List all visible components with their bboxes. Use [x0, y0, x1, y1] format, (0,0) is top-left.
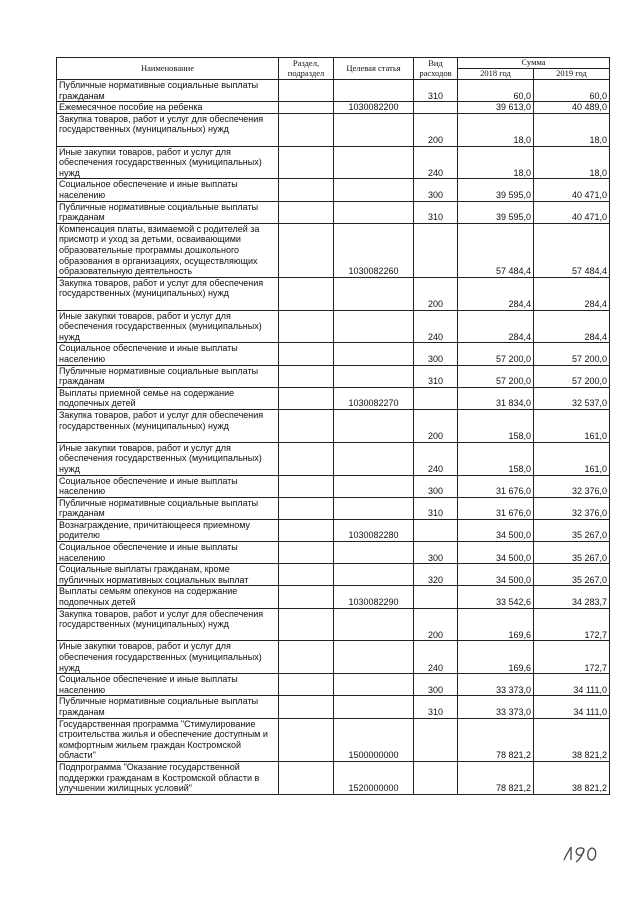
table-row [57, 608, 610, 641]
row-target-code-cell: 1030082200 [334, 102, 414, 114]
row-name-cell: Иные закупки товаров, работ и услуг для обеспечения государственных (муниципальных) нужд [57, 442, 279, 475]
table-row [57, 343, 610, 365]
row-name-cell: Ежемесячное пособие на ребенка [57, 102, 279, 114]
table-row [57, 387, 610, 409]
table-row [57, 519, 610, 541]
row-section-cell [279, 696, 334, 718]
row-name-cell: Государственная программа "Стимулирование строительства жилья и обеспечение доступным и комфортным жильем граждан Костромской области" [57, 718, 279, 761]
row-target-code-cell: 1500000000 [334, 718, 414, 761]
row-section-cell [279, 387, 334, 409]
row-target-code-cell [334, 674, 414, 696]
table-body [57, 80, 610, 795]
row-sum-2018-cell: 57 200,0 [458, 343, 534, 365]
table-row [57, 564, 610, 586]
row-name-cell: Закупка товаров, работ и услуг для обеспечения государственных (муниципальных) нужд [57, 608, 279, 641]
row-section-cell [279, 674, 334, 696]
row-name-cell: Выплаты приемной семье на содержание подопечных детей [57, 387, 279, 409]
row-expense-kind-cell: 200 [414, 113, 458, 146]
row-expense-kind-cell: 310 [414, 696, 458, 718]
row-sum-2018-cell: 57 484,4 [458, 223, 534, 277]
table-row [57, 102, 610, 114]
row-target-code-cell: 1030082260 [334, 223, 414, 277]
row-sum-2018-cell: 284,4 [458, 310, 534, 343]
row-sum-2019-cell: 18,0 [534, 113, 610, 146]
header-year-2019: 2019 год [534, 69, 610, 80]
row-target-code-cell [334, 696, 414, 718]
table-row [57, 146, 610, 179]
table-row [57, 475, 610, 497]
row-sum-2018-cell: 169,6 [458, 641, 534, 674]
header-name: Наименование [57, 58, 279, 80]
row-section-cell [279, 102, 334, 114]
row-expense-kind-cell: 300 [414, 674, 458, 696]
row-sum-2018-cell: 169,6 [458, 608, 534, 641]
row-sum-2018-cell: 31 676,0 [458, 475, 534, 497]
row-name-cell: Социальное обеспечение и иные выплаты населению [57, 542, 279, 564]
row-section-cell [279, 80, 334, 102]
row-section-cell [279, 442, 334, 475]
row-expense-kind-cell: 240 [414, 641, 458, 674]
row-sum-2019-cell: 38 821,2 [534, 761, 610, 794]
row-sum-2019-cell: 57 484,4 [534, 223, 610, 277]
row-target-code-cell [334, 179, 414, 201]
row-section-cell [279, 146, 334, 179]
table-row [57, 113, 610, 146]
row-name-cell: Социальное обеспечение и иные выплаты населению [57, 343, 279, 365]
row-expense-kind-cell: 310 [414, 80, 458, 102]
row-expense-kind-cell: 320 [414, 564, 458, 586]
row-target-code-cell [334, 641, 414, 674]
row-sum-2019-cell: 38 821,2 [534, 718, 610, 761]
row-name-cell: Публичные нормативные социальные выплаты гражданам [57, 80, 279, 102]
row-sum-2019-cell: 34 111,0 [534, 674, 610, 696]
row-section-cell [279, 409, 334, 442]
row-sum-2019-cell: 34 111,0 [534, 696, 610, 718]
row-sum-2018-cell: 39 613,0 [458, 102, 534, 114]
row-sum-2018-cell: 31 834,0 [458, 387, 534, 409]
row-sum-2018-cell: 284,4 [458, 277, 534, 310]
table-row [57, 223, 610, 277]
budget-table [56, 57, 610, 795]
table-row [57, 761, 610, 794]
row-target-code-cell: 1520000000 [334, 761, 414, 794]
row-expense-kind-cell [414, 102, 458, 114]
row-sum-2019-cell: 32 537,0 [534, 387, 610, 409]
row-target-code-cell [334, 475, 414, 497]
row-section-cell [279, 718, 334, 761]
row-sum-2018-cell: 57 200,0 [458, 365, 534, 387]
row-sum-2018-cell: 33 373,0 [458, 674, 534, 696]
table-row [57, 179, 610, 201]
row-expense-kind-cell: 300 [414, 542, 458, 564]
row-name-cell: Закупка товаров, работ и услуг для обеспечения государственных (муниципальных) нужд [57, 113, 279, 146]
row-section-cell [279, 519, 334, 541]
row-sum-2018-cell: 34 500,0 [458, 564, 534, 586]
row-sum-2018-cell: 39 595,0 [458, 179, 534, 201]
table-row [57, 277, 610, 310]
row-sum-2019-cell: 35 267,0 [534, 564, 610, 586]
row-expense-kind-cell: 200 [414, 409, 458, 442]
row-name-cell: Социальное обеспечение и иные выплаты населению [57, 179, 279, 201]
row-sum-2018-cell: 39 595,0 [458, 201, 534, 223]
row-expense-kind-cell: 300 [414, 475, 458, 497]
row-sum-2018-cell: 18,0 [458, 146, 534, 179]
table-row [57, 696, 610, 718]
row-sum-2018-cell: 33 373,0 [458, 696, 534, 718]
row-sum-2018-cell: 158,0 [458, 409, 534, 442]
row-expense-kind-cell: 300 [414, 343, 458, 365]
row-expense-kind-cell [414, 519, 458, 541]
row-section-cell [279, 277, 334, 310]
row-sum-2019-cell: 32 376,0 [534, 475, 610, 497]
row-section-cell [279, 641, 334, 674]
row-target-code-cell [334, 542, 414, 564]
row-section-cell [279, 201, 334, 223]
row-sum-2019-cell: 40 489,0 [534, 102, 610, 114]
header-year-2018: 2018 год [458, 69, 534, 80]
header-section: Раздел, подраздел [279, 58, 334, 80]
row-target-code-cell [334, 442, 414, 475]
row-expense-kind-cell [414, 387, 458, 409]
row-section-cell [279, 113, 334, 146]
row-target-code-cell [334, 310, 414, 343]
row-name-cell: Подпрограмма "Оказание государственной поддержки гражданам в Костромской области в улучшении жилищных условий" [57, 761, 279, 794]
row-sum-2018-cell: 78 821,2 [458, 761, 534, 794]
row-sum-2019-cell: 284,4 [534, 310, 610, 343]
row-sum-2019-cell: 18,0 [534, 146, 610, 179]
row-expense-kind-cell [414, 586, 458, 608]
row-sum-2019-cell: 161,0 [534, 442, 610, 475]
row-target-code-cell [334, 365, 414, 387]
row-section-cell [279, 761, 334, 794]
row-expense-kind-cell: 310 [414, 497, 458, 519]
row-section-cell [279, 223, 334, 277]
row-sum-2019-cell: 32 376,0 [534, 497, 610, 519]
table-row [57, 586, 610, 608]
row-name-cell: Закупка товаров, работ и услуг для обеспечения государственных (муниципальных) нужд [57, 277, 279, 310]
row-sum-2019-cell: 34 283,7 [534, 586, 610, 608]
row-expense-kind-cell [414, 761, 458, 794]
row-section-cell [279, 497, 334, 519]
row-section-cell [279, 586, 334, 608]
row-name-cell: Социальное обеспечение и иные выплаты населению [57, 475, 279, 497]
row-target-code-cell [334, 201, 414, 223]
row-expense-kind-cell: 300 [414, 179, 458, 201]
row-section-cell [279, 475, 334, 497]
row-name-cell: Социальное обеспечение и иные выплаты населению [57, 674, 279, 696]
row-name-cell: Иные закупки товаров, работ и услуг для обеспечения государственных (муниципальных) нужд [57, 310, 279, 343]
table-row [57, 674, 610, 696]
row-expense-kind-cell [414, 718, 458, 761]
row-sum-2018-cell: 60,0 [458, 80, 534, 102]
table-header [57, 58, 610, 80]
row-name-cell: Иные закупки товаров, работ и услуг для обеспечения государственных (муниципальных) нужд [57, 146, 279, 179]
row-sum-2018-cell: 33 542,6 [458, 586, 534, 608]
row-name-cell: Иные закупки товаров, работ и услуг для обеспечения государственных (муниципальных) нужд [57, 641, 279, 674]
row-target-code-cell [334, 80, 414, 102]
row-sum-2019-cell: 40 471,0 [534, 201, 610, 223]
row-target-code-cell: 1030082280 [334, 519, 414, 541]
row-sum-2019-cell: 60,0 [534, 80, 610, 102]
row-target-code-cell [334, 146, 414, 179]
row-expense-kind-cell: 240 [414, 310, 458, 343]
row-expense-kind-cell: 240 [414, 146, 458, 179]
row-name-cell: Публичные нормативные социальные выплаты гражданам [57, 201, 279, 223]
row-target-code-cell [334, 343, 414, 365]
row-sum-2019-cell: 57 200,0 [534, 365, 610, 387]
row-sum-2018-cell: 78 821,2 [458, 718, 534, 761]
row-sum-2019-cell: 172,7 [534, 641, 610, 674]
row-expense-kind-cell: 310 [414, 201, 458, 223]
row-expense-kind-cell: 200 [414, 277, 458, 310]
row-sum-2019-cell: 35 267,0 [534, 519, 610, 541]
row-sum-2019-cell: 35 267,0 [534, 542, 610, 564]
row-sum-2019-cell: 172,7 [534, 608, 610, 641]
row-name-cell: Публичные нормативные социальные выплаты гражданам [57, 696, 279, 718]
row-sum-2019-cell: 57 200,0 [534, 343, 610, 365]
table-row [57, 442, 610, 475]
row-target-code-cell [334, 113, 414, 146]
table-row [57, 80, 610, 102]
table-row [57, 201, 610, 223]
row-target-code-cell: 1030082290 [334, 586, 414, 608]
row-expense-kind-cell [414, 223, 458, 277]
table-row [57, 542, 610, 564]
table-row [57, 497, 610, 519]
row-expense-kind-cell: 310 [414, 365, 458, 387]
row-sum-2018-cell: 18,0 [458, 113, 534, 146]
row-section-cell [279, 365, 334, 387]
header-kind: Вид расходов [414, 58, 458, 80]
row-name-cell: Вознаграждение, причитающееся приемному родителю [57, 519, 279, 541]
row-section-cell [279, 542, 334, 564]
row-sum-2018-cell: 31 676,0 [458, 497, 534, 519]
row-target-code-cell [334, 564, 414, 586]
table-row [57, 409, 610, 442]
row-sum-2018-cell: 34 500,0 [458, 542, 534, 564]
row-expense-kind-cell: 240 [414, 442, 458, 475]
table-row [57, 310, 610, 343]
row-section-cell [279, 310, 334, 343]
row-section-cell [279, 564, 334, 586]
row-name-cell: Выплаты семьям опекунов на содержание подопечных детей [57, 586, 279, 608]
row-sum-2018-cell: 158,0 [458, 442, 534, 475]
row-target-code-cell: 1030082270 [334, 387, 414, 409]
row-target-code-cell [334, 409, 414, 442]
row-name-cell: Компенсация платы, взимаемой с родителей за присмотр и уход за детьми, осваивающими образовательные программы дошкольного образования в организациях, осуществляющих образовательную деятельность [57, 223, 279, 277]
row-name-cell: Публичные нормативные социальные выплаты гражданам [57, 365, 279, 387]
row-section-cell [279, 343, 334, 365]
row-sum-2019-cell: 284,4 [534, 277, 610, 310]
row-sum-2019-cell: 161,0 [534, 409, 610, 442]
row-name-cell: Социальные выплаты гражданам, кроме публичных нормативных социальных выплат [57, 564, 279, 586]
row-expense-kind-cell: 200 [414, 608, 458, 641]
table-row [57, 718, 610, 761]
header-sum: Сумма [458, 58, 610, 69]
row-name-cell: Закупка товаров, работ и услуг для обеспечения государственных (муниципальных) нужд [57, 409, 279, 442]
table-row [57, 641, 610, 674]
row-target-code-cell [334, 608, 414, 641]
row-target-code-cell [334, 497, 414, 519]
row-section-cell [279, 608, 334, 641]
row-section-cell [279, 179, 334, 201]
row-sum-2019-cell: 40 471,0 [534, 179, 610, 201]
page-number-handwritten [560, 843, 600, 865]
row-sum-2018-cell: 34 500,0 [458, 519, 534, 541]
table-row [57, 365, 610, 387]
row-name-cell: Публичные нормативные социальные выплаты гражданам [57, 497, 279, 519]
row-target-code-cell [334, 277, 414, 310]
header-target: Целевая статья [334, 58, 414, 80]
